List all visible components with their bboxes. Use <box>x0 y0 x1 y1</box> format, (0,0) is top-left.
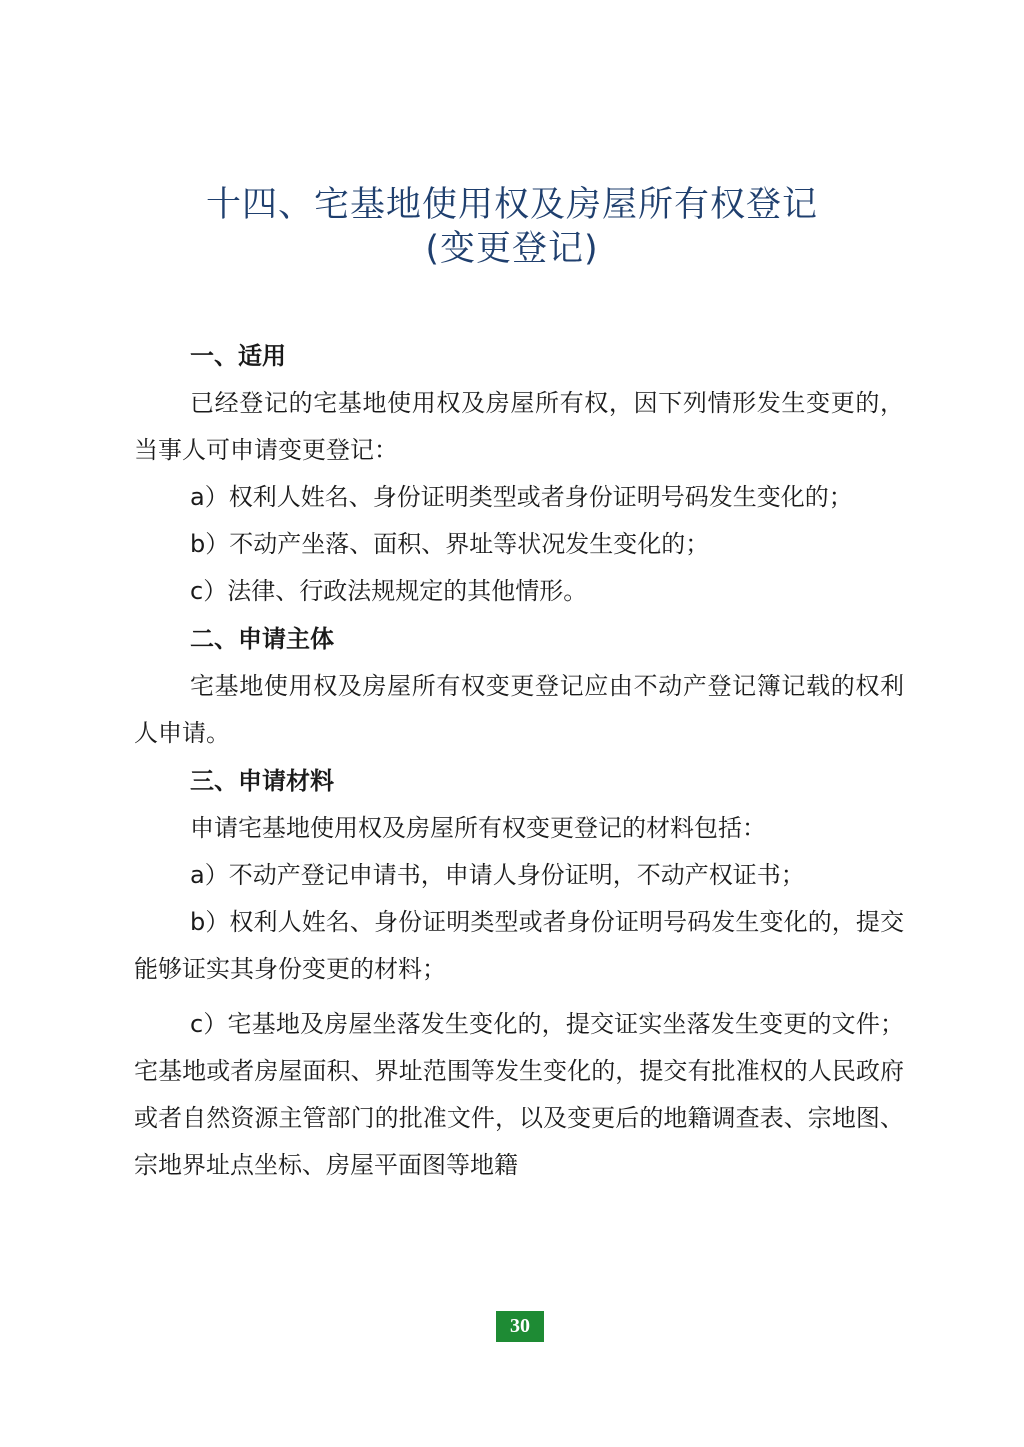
list-item-b: b）权利人姓名、身份证明类型或者身份证明号码发生变化的，提交能够证实其身份变更的材料； <box>134 908 904 983</box>
document-body <box>134 332 904 1189</box>
list-item-b: b）不动产坐落、面积、界址等状况发生变化的； <box>190 530 710 558</box>
section-heading-applicant: 二、申请主体 <box>190 625 334 653</box>
section-heading-materials: 三、申请材料 <box>190 767 334 795</box>
page-subtitle: (变更登记) <box>425 229 599 269</box>
page-number-badge: 30 <box>496 1311 544 1342</box>
section-heading-applicable: 一、适用 <box>190 342 286 370</box>
paragraph: 申请宅基地使用权及房屋所有权变更登记的材料包括： <box>190 814 766 842</box>
list-item-c: c）法律、行政法规规定的其他情形。 <box>190 577 588 605</box>
page-title: 十四、宅基地使用权及房屋所有权登记 <box>205 185 818 225</box>
list-item-a: a）不动产登记申请书，申请人身份证明，不动产权证书； <box>190 861 805 889</box>
paragraph: 宅基地使用权及房屋所有权变更登记应由不动产登记簿记载的权利人申请。 <box>134 672 904 747</box>
paragraph: 已经登记的宅基地使用权及房屋所有权，因下列情形发生变更的，当事人可申请变更登记： <box>134 389 904 464</box>
list-item-a: a）权利人姓名、身份证明类型或者身份证明号码发生变化的； <box>190 483 853 511</box>
list-item-c: c）宅基地及房屋坐落发生变化的，提交证实坐落发生变更的文件；宅基地或者房屋面积、界址范围等发生变化的，提交有批准权的人民政府或者自然资源主管部门的批准文件，以及变更后的地籍调查表、宗地图、宗地界址点坐标、房屋平面图等地籍 <box>134 1010 904 1179</box>
